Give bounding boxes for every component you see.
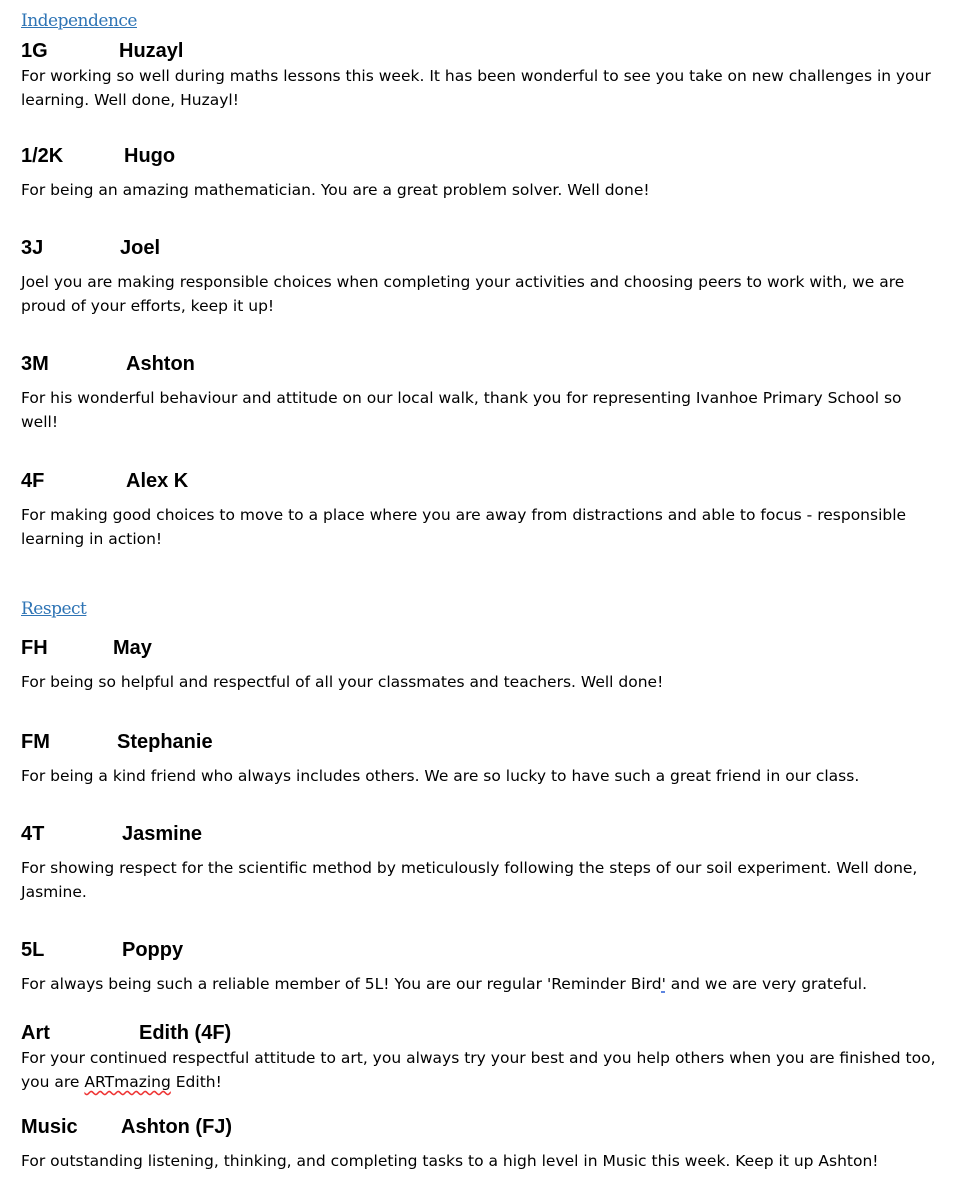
entry-header [21,637,941,661]
spelling-flag[interactable]: ARTmazing [84,1073,171,1091]
award-text: For being an amazing mathematician. You are a great problem solver. Well done! [21,181,650,199]
student-name: Poppy [122,939,184,961]
award-text: For being a kind friend who always includes others. We are so lucky to have such a great friend in our class. [21,767,860,785]
award-entry [21,470,941,551]
entry-header [21,731,941,755]
student-name: Edith (4F) [139,1022,232,1044]
student-name: Ashton (FJ) [121,1116,233,1138]
award-entry [21,637,941,694]
award-text [21,972,941,996]
class-label: 1/2K [21,145,64,167]
entry-header [21,145,941,169]
class-label: Music [21,1116,78,1138]
entry-header [21,470,941,494]
award-text: For his wonderful behaviour and attitude on our local walk, thank you for representing Ivanhoe Primary School so well! [21,389,902,431]
student-name: Jasmine [122,823,203,845]
section-heading-respect: Respect [21,599,87,619]
award-entry [21,823,941,904]
student-name: Huzayl [119,40,184,62]
award-text: For being so helpful and respectful of all your classmates and teachers. Well done! [21,673,664,691]
class-label: Art [21,1022,50,1044]
class-label: 3J [21,237,44,259]
award-entry [21,1116,941,1173]
entry-header [21,1022,941,1046]
award-text-part: Edith! [170,1073,222,1091]
award-text: For showing respect for the scientific method by meticulously following the steps of our soil experiment. Well done, Jasmine. [21,859,918,901]
class-label: FM [21,731,50,753]
award-entry [21,731,941,788]
student-name: May [113,637,152,659]
award-text: For making good choices to move to a place where you are away from distractions and able to focus - responsible learning in action! [21,506,907,548]
student-name: Hugo [124,145,176,167]
award-entry [21,145,941,202]
award-text [21,1046,941,1094]
class-label: 4F [21,470,45,492]
section-heading-independence: Independence [21,11,137,31]
entry-header [21,40,941,64]
award-entry [21,40,941,112]
entry-header [21,939,941,963]
entry-header [21,823,941,847]
class-label: 1G [21,40,48,62]
award-text: For working so well during maths lessons this week. It has been wonderful to see you take on new challenges in your learning. Well done, Huzayl! [21,67,931,109]
grammar-flag[interactable]: ' [661,975,666,993]
entry-header [21,353,941,377]
award-text-part: For always being such a reliable member of 5L! You are our regular 'Reminder Bird [21,975,662,993]
award-text: Joel you are making responsible choices when completing your activities and choosing peers to work with, we are proud of your efforts, keep it up! [21,273,905,315]
entry-header [21,1116,941,1140]
student-name: Ashton [126,353,195,375]
award-text-part: and we are very grateful. [665,975,868,993]
entry-header [21,237,941,261]
class-label: 3M [21,353,49,375]
award-text-part: For your continued respectful attitude to art, you always try your best and you help others when you are finished too, you are [21,1049,936,1091]
class-label: 5L [21,939,45,961]
award-entry [21,237,941,318]
student-name: Stephanie [117,731,213,753]
student-name: Alex K [126,470,189,492]
student-name: Joel [120,237,161,259]
award-entry [21,939,941,996]
class-label: FH [21,637,48,659]
award-entry [21,353,941,434]
class-label: 4T [21,823,45,845]
award-text: For outstanding listening, thinking, and completing tasks to a high level in Music this week. Keep it up Ashton! [21,1152,879,1170]
award-entry [21,1022,941,1094]
